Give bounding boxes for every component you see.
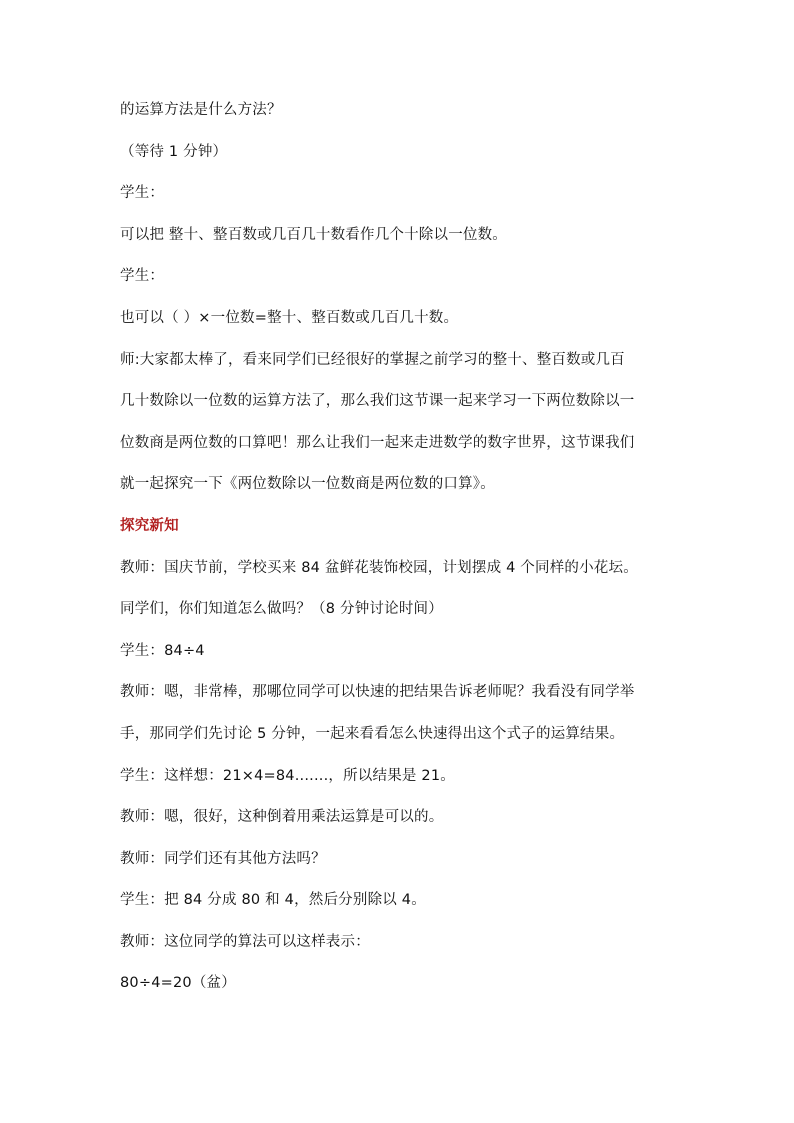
text-line: 学生：84÷4: [120, 642, 205, 659]
text-line: 也可以（ ）×一位数=整十、整百数或几百几十数。: [120, 309, 459, 326]
text-line: 手，那同学们先讨论 5 分钟，一起来看看怎么快速得出这个式子的运算结果。: [120, 725, 625, 742]
text-line: 位数商是两位数的口算吧！那么让我们一起来走进数学的数字世界，这节课我们: [120, 434, 635, 451]
text-line: 学生：把 84 分成 80 和 4，然后分别除以 4。: [120, 892, 426, 909]
text-line: 的运算方法是什么方法？: [120, 102, 282, 118]
text-line: 学生：这样想：21×4=84.......，所以结果是 21。: [120, 767, 455, 784]
section-heading: 探究新知: [120, 517, 179, 534]
text-line: （等待 1 分钟）: [120, 143, 228, 160]
text-line: 学生：: [120, 185, 165, 202]
text-line: 同学们，你们知道怎么做吗？（8 分钟讨论时间）: [120, 601, 443, 618]
text-line: 几十数除以一位数的运算方法了，那么我们这节课一起来学习一下两位数除以一: [120, 393, 635, 410]
document-page: [120, 100, 680, 1015]
text-line: 师:大家都太棒了，看来同学们已经很好的掌握之前学习的整十、整百数或几百: [120, 351, 625, 368]
text-line: 教师：同学们还有其他方法吗？: [120, 850, 326, 867]
text-line: 教师：嗯，非常棒，那哪位同学可以快速的把结果告诉老师呢？我看没有同学举: [120, 684, 635, 701]
text-line: 可以把 整十、整百数或几百几十数看作几个十除以一位数。: [120, 226, 508, 243]
text-line: 学生：: [120, 268, 165, 285]
text-line: 就一起探究一下《两位数除以一位数商是两位数的口算》。: [120, 476, 495, 493]
text-line: 教师：嗯，很好，这种倒着用乘法运算是可以的。: [120, 809, 444, 826]
text-line: 教师：这位同学的算法可以这样表示：: [120, 933, 370, 950]
text-line: 教师：国庆节前，学校买来 84 盆鲜花装饰校园，计划摆成 4 个同样的小花坛。: [120, 559, 638, 576]
text-line: 80÷4=20（盆）: [120, 975, 236, 992]
